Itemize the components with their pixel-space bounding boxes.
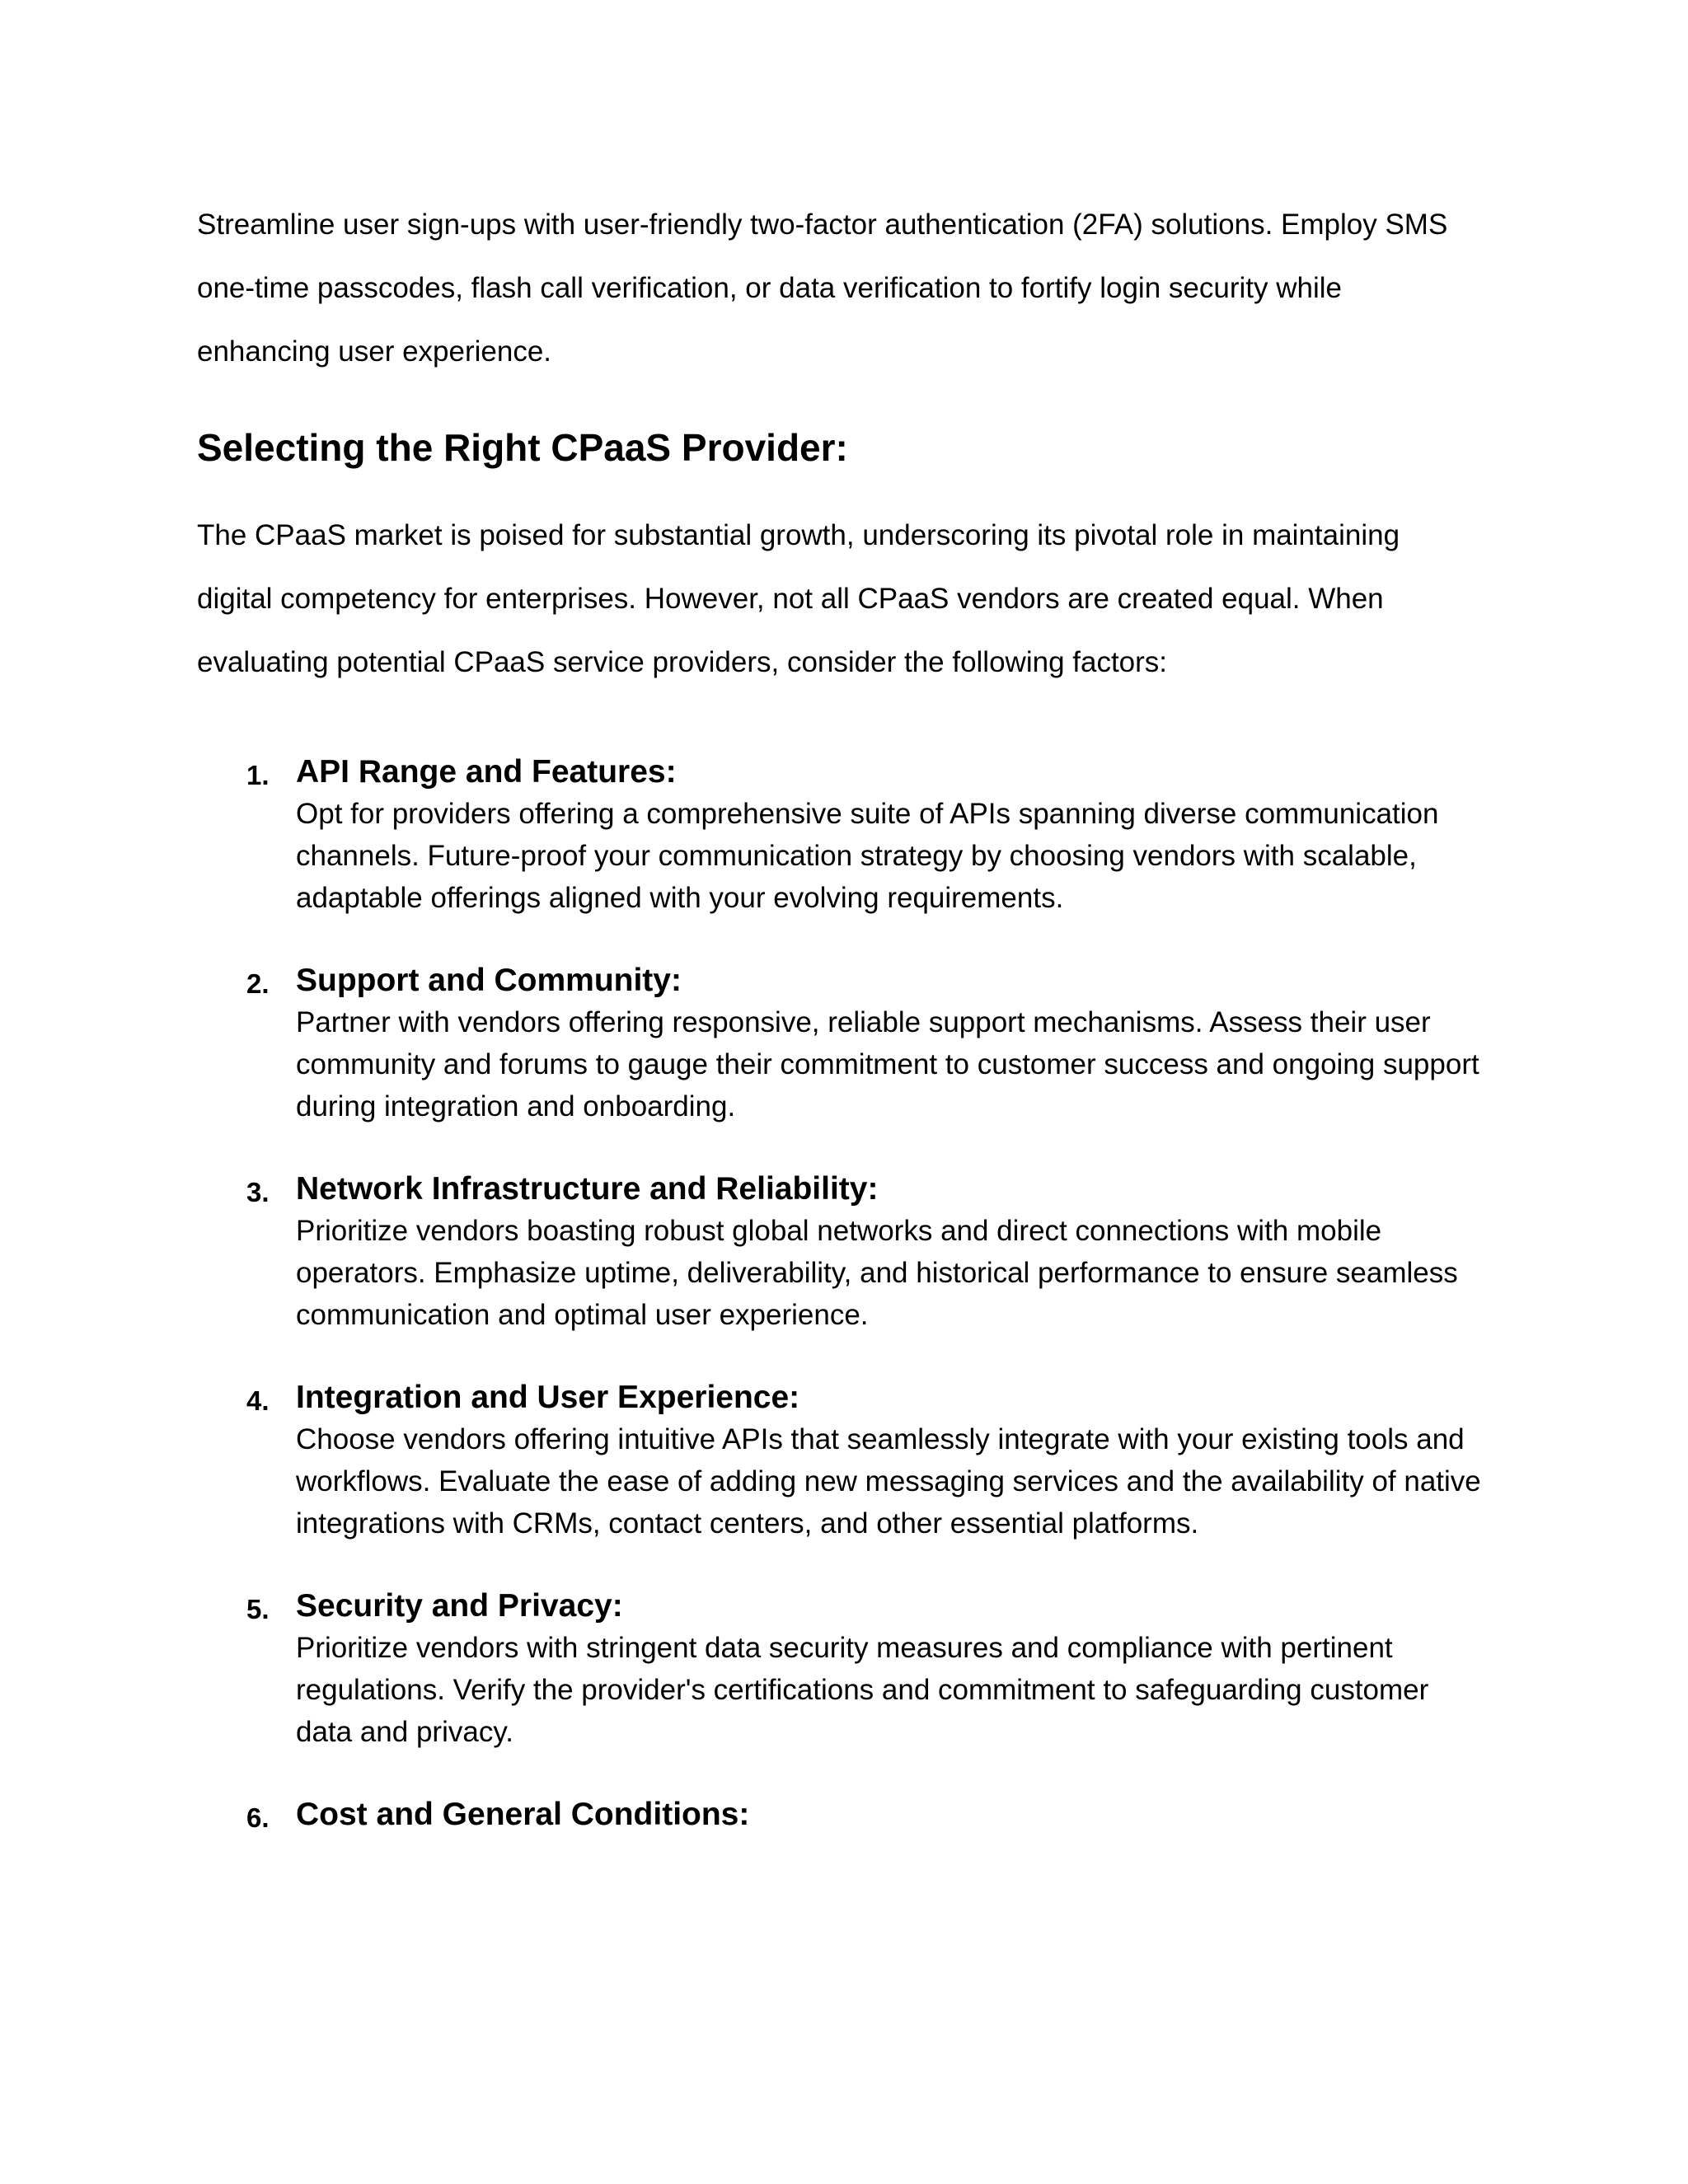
list-item (197, 960, 1483, 1127)
list-item-body: Choose vendors offering intuitive APIs that seamlessly integrate with your existing tools and workflows. Evaluate the ease of adding new messaging services and the availability of native integrations with CRMs, contact centers, and other essential platforms. (296, 1423, 1481, 1540)
list-item-body: Partner with vendors offering responsive, reliable support mechanisms. Assess their user community and forums to gauge their commitment to customer success and ongoing support during integration and onboarding. (296, 1006, 1479, 1122)
factors-list (197, 752, 1483, 1835)
intro-paragraph: Streamline user sign-ups with user-friendly two-factor authentication (2FA) solutions. Employ SMS one-time passcodes, flash call verification, or data verification to fortify login security while enhancing user experience. (197, 209, 1448, 368)
list-item-title: Security and Privacy: (296, 1588, 623, 1624)
section-paragraph: The CPaaS market is poised for substantial growth, underscoring its pivotal role in maintaining digital competency for enterprises. However, not all CPaaS vendors are created equal. When evaluating potential CPaaS service providers, consider the following factors: (197, 519, 1400, 678)
list-item-title: Integration and User Experience: (296, 1380, 800, 1415)
list-item-body: Prioritize vendors with stringent data security measures and compliance with pertinent regulations. Verify the provider's certifications and commitment to safeguarding customer data and privacy. (296, 1632, 1429, 1748)
list-item (197, 1169, 1483, 1336)
list-item-body: Prioritize vendors boasting robust global networks and direct connections with mobile operators. Emphasize uptime, deliverability, and historical performance to ensure seamless communication and optimal user experience. (296, 1215, 1458, 1331)
list-item-title: Network Infrastructure and Reliability: (296, 1171, 879, 1207)
list-item-number: 3. (246, 1177, 270, 1207)
list-item (197, 1586, 1483, 1753)
list-item-number: 5. (246, 1594, 270, 1624)
list-item-title: Cost and General Conditions: (296, 1797, 750, 1832)
list-item (197, 752, 1483, 919)
document-content (197, 193, 1483, 1877)
list-item-number: 4. (246, 1385, 270, 1416)
list-item-number: 1. (246, 760, 270, 790)
list-item-number: 2. (246, 968, 270, 999)
list-item-title: API Range and Features: (296, 754, 677, 790)
list-item (197, 1794, 1483, 1835)
list-item-number: 6. (246, 1802, 270, 1833)
section-heading: Selecting the Right CPaaS Provider: (197, 426, 848, 469)
list-item (197, 1377, 1483, 1544)
list-item-title: Support and Community: (296, 963, 682, 998)
list-item-body: Opt for providers offering a comprehensive suite of APIs spanning diverse communication channels. Future-proof your communication strategy by choosing vendors with scalable, adaptable offerings aligned with your evolving requirements. (296, 798, 1439, 914)
